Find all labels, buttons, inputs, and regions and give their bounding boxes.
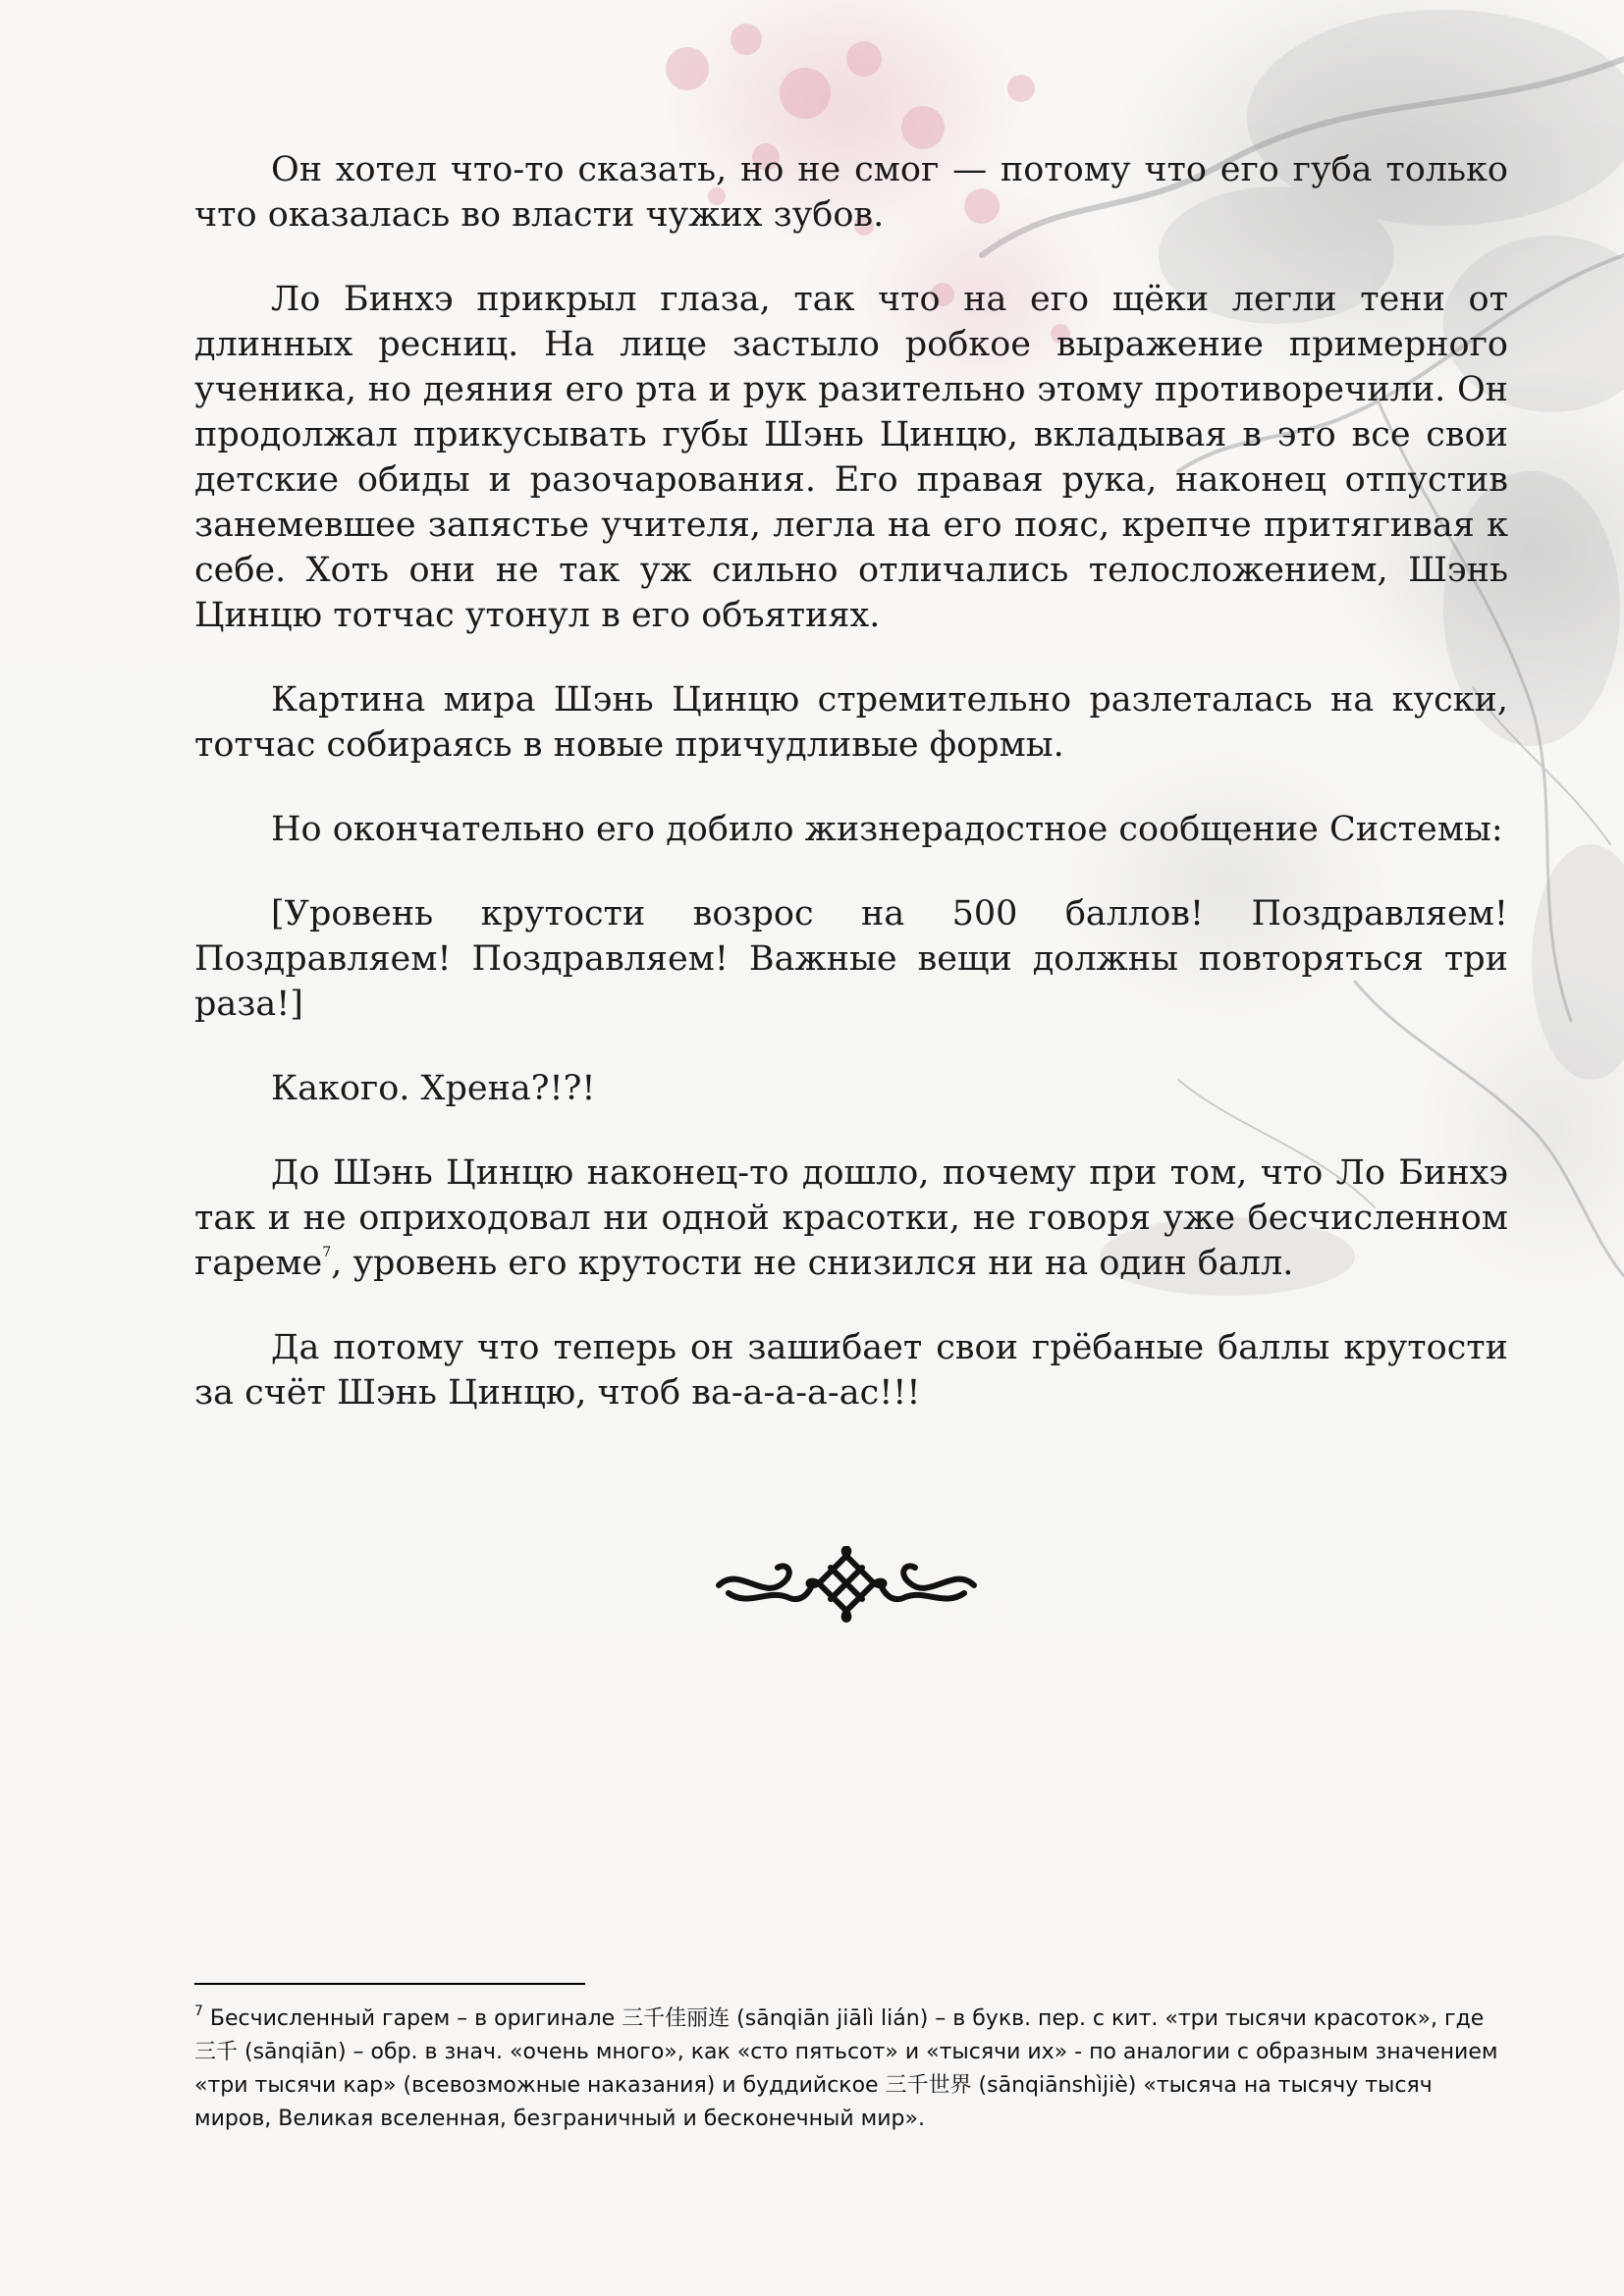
paragraph: Да потому что теперь он зашибает свои грёбаные баллы крутости за счёт Шэнь Цинцю, чтоб ва-а-а-а-ас!!!: [194, 1328, 1508, 1413]
footnote-reference[interactable]: 7: [322, 1245, 332, 1260]
paragraph: Ло Бинхэ прикрыл глаза, так что на его щёки легли тени от длинных ресниц. На лице застыло робкое выражение примерного ученика, но деяния его рта и рук разительно этому противоречили. Он продолжал прикусывать губы Шэнь Цинцю, вкладывая в это все свои детские обиды и разочарования. Его правая рука, наконец отпустив занемевшее запястье учителя, легла на его пояс, крепче притягивая к себе. Хоть они не так уж сильно отличались телосложением, Шэнь Цинцю тотчас утонул в его объятиях.: [194, 280, 1508, 635]
paragraph-text: До Шэнь Цинцю наконец-то дошло, почему при том, что Ло Бинхэ так и не оприходовал ни одной красотки, не говоря уже бесчисленном гареме: [194, 1153, 1508, 1283]
footnote-text: Бесчисленный гарем – в оригинале 三千佳丽连 (sānqiān jiālì lián) – в букв. пер. с кит. «три тысячи красоток», где 三千 (sānqiān) – обр. в знач. «очень много», как «сто пятьсот» и «тысячи их» - по аналогии с образным значением «три тысячи кар» (всевозможные наказания) и буддийское 三千世界 (sānqiānshìjiè) «тысяча на тысячу тысяч миров, Великая вселенная, безграничный и бесконечный мир».: [194, 2006, 1498, 2131]
paragraph: Он хотел что-то сказать, но не смог — потому что его губа только что оказалась во власти чужих зубов.: [194, 150, 1508, 235]
knot-ornament-icon: [709, 1546, 984, 1625]
paragraph: [Уровень крутости возрос на 500 баллов! Поздравляем! Поздравляем! Поздравляем! Важные вещи должны повторяться три раза!]: [194, 894, 1508, 1024]
paragraph: Какого. Хрена?!?!: [271, 1069, 596, 1108]
footnote-separator: [194, 1983, 585, 1985]
footnote: [194, 2002, 1510, 2136]
paragraph: Картина мира Шэнь Цинцю стремительно разлеталась на куски, тотчас собираясь в новые причудливые формы.: [194, 680, 1508, 765]
footnote-number: 7: [194, 2003, 203, 2019]
body-text: [194, 147, 1508, 1455]
paragraph: Но окончательно его добило жизнерадостное сообщение Системы:: [271, 810, 1503, 849]
paragraph-text: , уровень его крутости не снизился ни на один балл.: [331, 1244, 1294, 1283]
paragraph: [194, 1150, 1508, 1286]
